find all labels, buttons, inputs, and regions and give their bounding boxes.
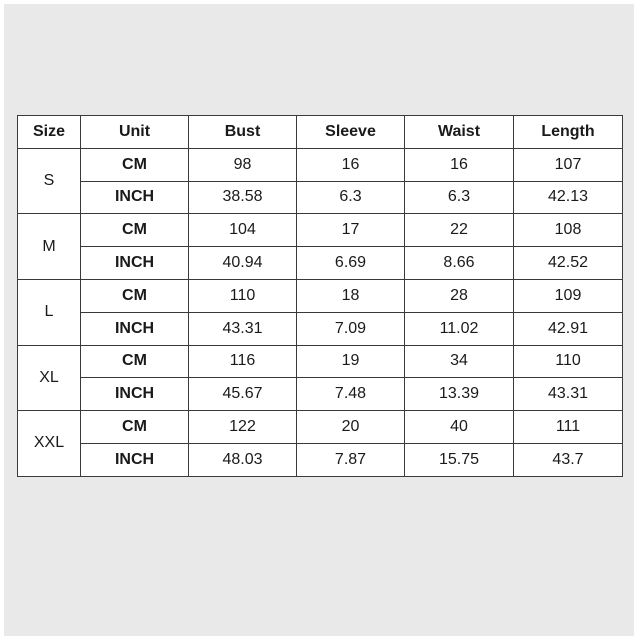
table-row (18, 214, 623, 247)
table-row (18, 279, 623, 312)
sleeve-cell: 20 (297, 411, 405, 444)
waist-cell: 28 (405, 279, 514, 312)
table-row (18, 247, 623, 280)
length-cell: 108 (514, 214, 623, 247)
length-cell: 107 (514, 148, 623, 181)
header-bust: Bust (189, 116, 297, 149)
unit-label: CM (81, 214, 189, 247)
unit-label: CM (81, 148, 189, 181)
size-label: S (18, 148, 81, 214)
sleeve-cell: 18 (297, 279, 405, 312)
unit-label: INCH (81, 181, 189, 214)
bust-cell: 38.58 (189, 181, 297, 214)
unit-label: INCH (81, 247, 189, 280)
sleeve-cell: 7.87 (297, 443, 405, 476)
waist-cell: 8.66 (405, 247, 514, 280)
bust-cell: 110 (189, 279, 297, 312)
table-row (18, 378, 623, 411)
size-label: M (18, 214, 81, 280)
size-label: XL (18, 345, 81, 411)
header-waist: Waist (405, 116, 514, 149)
unit-label: INCH (81, 378, 189, 411)
sleeve-cell: 6.3 (297, 181, 405, 214)
sleeve-cell: 7.48 (297, 378, 405, 411)
waist-cell: 11.02 (405, 312, 514, 345)
sleeve-cell: 6.69 (297, 247, 405, 280)
unit-label: CM (81, 345, 189, 378)
waist-cell: 34 (405, 345, 514, 378)
length-cell: 109 (514, 279, 623, 312)
header-size: Size (18, 116, 81, 149)
table-row (18, 312, 623, 345)
bust-cell: 45.67 (189, 378, 297, 411)
length-cell: 42.13 (514, 181, 623, 214)
table-row (18, 411, 623, 444)
length-cell: 110 (514, 345, 623, 378)
length-cell: 43.31 (514, 378, 623, 411)
bust-cell: 43.31 (189, 312, 297, 345)
unit-label: INCH (81, 443, 189, 476)
table-row (18, 181, 623, 214)
table-row (18, 148, 623, 181)
sleeve-cell: 17 (297, 214, 405, 247)
bust-cell: 104 (189, 214, 297, 247)
length-cell: 43.7 (514, 443, 623, 476)
length-cell: 42.52 (514, 247, 623, 280)
header-sleeve: Sleeve (297, 116, 405, 149)
waist-cell: 13.39 (405, 378, 514, 411)
header-length: Length (514, 116, 623, 149)
bust-cell: 40.94 (189, 247, 297, 280)
table-row (18, 443, 623, 476)
size-label: XXL (18, 411, 81, 477)
waist-cell: 40 (405, 411, 514, 444)
unit-label: INCH (81, 312, 189, 345)
bust-cell: 122 (189, 411, 297, 444)
sleeve-cell: 19 (297, 345, 405, 378)
unit-label: CM (81, 279, 189, 312)
bust-cell: 48.03 (189, 443, 297, 476)
header-row (18, 116, 623, 149)
table-row (18, 345, 623, 378)
sleeve-cell: 7.09 (297, 312, 405, 345)
unit-label: CM (81, 411, 189, 444)
bust-cell: 116 (189, 345, 297, 378)
waist-cell: 22 (405, 214, 514, 247)
length-cell: 42.91 (514, 312, 623, 345)
waist-cell: 6.3 (405, 181, 514, 214)
header-unit: Unit (81, 116, 189, 149)
waist-cell: 15.75 (405, 443, 514, 476)
size-chart-table (17, 115, 623, 477)
size-label: L (18, 279, 81, 345)
waist-cell: 16 (405, 148, 514, 181)
length-cell: 111 (514, 411, 623, 444)
bust-cell: 98 (189, 148, 297, 181)
sleeve-cell: 16 (297, 148, 405, 181)
